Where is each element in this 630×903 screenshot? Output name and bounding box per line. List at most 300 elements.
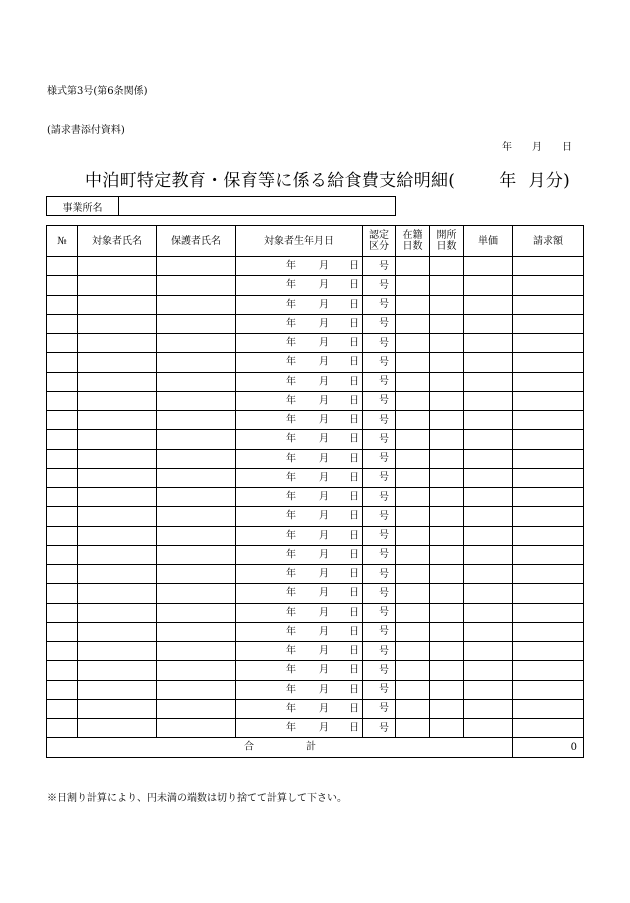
birthdate-day-label: 日 bbox=[349, 703, 359, 715]
cell-certification-class: 号 bbox=[363, 449, 396, 468]
table-row bbox=[47, 719, 584, 738]
cell-open-days[interactable] bbox=[430, 642, 464, 661]
cell-unit-price[interactable] bbox=[464, 257, 513, 276]
cell-subject-name[interactable] bbox=[78, 353, 157, 372]
cell-guardian-name[interactable] bbox=[157, 661, 236, 680]
cell-guardian-name[interactable] bbox=[157, 584, 236, 603]
cell-guardian-name[interactable] bbox=[157, 314, 236, 333]
cell-subject-name[interactable] bbox=[78, 680, 157, 699]
cell-certification-class: 号 bbox=[363, 314, 396, 333]
cell-open-days[interactable] bbox=[430, 449, 464, 468]
cell-subject-name[interactable] bbox=[78, 603, 157, 622]
cell-certification-class: 号 bbox=[363, 276, 396, 295]
cell-certification-class: 号 bbox=[363, 680, 396, 699]
cell-open-days[interactable] bbox=[430, 295, 464, 314]
cell-subject-name[interactable] bbox=[78, 488, 157, 507]
cell-subject-birthdate bbox=[236, 565, 363, 584]
birthdate-year-label: 年 bbox=[286, 414, 296, 426]
cell-open-days[interactable] bbox=[430, 565, 464, 584]
cell-enrolled-days[interactable] bbox=[396, 622, 430, 641]
birthdate-day-label: 日 bbox=[349, 491, 359, 503]
cell-unit-price[interactable] bbox=[464, 584, 513, 603]
cell-certification-class: 号 bbox=[363, 353, 396, 372]
form-number: 様式第3号(第6条関係) bbox=[47, 86, 148, 97]
cell-certification-class: 号 bbox=[363, 468, 396, 487]
cell-enrolled-days[interactable] bbox=[396, 526, 430, 545]
cell-guardian-name[interactable] bbox=[157, 430, 236, 449]
cell-subject-birthdate bbox=[236, 391, 363, 410]
birthdate-day-label: 日 bbox=[349, 549, 359, 561]
cell-claim-amount[interactable] bbox=[513, 622, 584, 641]
cell-open-days[interactable] bbox=[430, 584, 464, 603]
birthdate-year-label: 年 bbox=[286, 587, 296, 599]
cell-claim-amount[interactable] bbox=[513, 334, 584, 353]
cell-open-days[interactable] bbox=[430, 257, 464, 276]
title-year-unit: 年 bbox=[499, 171, 517, 191]
cell-unit-price[interactable] bbox=[464, 565, 513, 584]
column-header-certification-class: 認定 区分 bbox=[363, 226, 396, 257]
cell-guardian-name[interactable] bbox=[157, 507, 236, 526]
cell-enrolled-days[interactable] bbox=[396, 680, 430, 699]
cell-enrolled-days[interactable] bbox=[396, 545, 430, 564]
cell-unit-price[interactable] bbox=[464, 295, 513, 314]
cell-enrolled-days[interactable] bbox=[396, 372, 430, 391]
cell-claim-amount[interactable] bbox=[513, 719, 584, 738]
total-label-cell bbox=[47, 738, 513, 757]
column-header-subject-name: 対象者氏名 bbox=[78, 226, 157, 257]
cell-guardian-name[interactable] bbox=[157, 680, 236, 699]
cell-unit-price[interactable] bbox=[464, 468, 513, 487]
cell-no[interactable] bbox=[47, 603, 78, 622]
cell-no[interactable] bbox=[47, 334, 78, 353]
cell-claim-amount[interactable] bbox=[513, 257, 584, 276]
cell-certification-class: 号 bbox=[363, 661, 396, 680]
cell-enrolled-days[interactable] bbox=[396, 430, 430, 449]
cell-claim-amount[interactable] bbox=[513, 661, 584, 680]
cell-open-days[interactable] bbox=[430, 391, 464, 410]
cell-unit-price[interactable] bbox=[464, 719, 513, 738]
table-row bbox=[47, 642, 584, 661]
cell-subject-birthdate bbox=[236, 449, 363, 468]
cell-unit-price[interactable] bbox=[464, 526, 513, 545]
cell-enrolled-days[interactable] bbox=[396, 334, 430, 353]
birthdate-year-label: 年 bbox=[286, 645, 296, 657]
birthdate-year-label: 年 bbox=[286, 472, 296, 484]
cell-guardian-name[interactable] bbox=[157, 276, 236, 295]
birthdate-year-label: 年 bbox=[286, 549, 296, 561]
cell-claim-amount[interactable] bbox=[513, 295, 584, 314]
birthdate-month-label: 月 bbox=[319, 568, 329, 580]
birthdate-day-label: 日 bbox=[349, 337, 359, 349]
cell-unit-price[interactable] bbox=[464, 334, 513, 353]
birthdate-year-label: 年 bbox=[286, 626, 296, 638]
column-header-guardian-name: 保護者氏名 bbox=[157, 226, 236, 257]
birthdate-day-label: 日 bbox=[349, 568, 359, 580]
cell-claim-amount[interactable] bbox=[513, 276, 584, 295]
cell-open-days[interactable] bbox=[430, 680, 464, 699]
cell-no[interactable] bbox=[47, 661, 78, 680]
cell-unit-price[interactable] bbox=[464, 430, 513, 449]
cell-subject-birthdate bbox=[236, 699, 363, 718]
birthdate-day-label: 日 bbox=[349, 645, 359, 657]
cell-enrolled-days[interactable] bbox=[396, 719, 430, 738]
cell-enrolled-days[interactable] bbox=[396, 699, 430, 718]
cell-claim-amount[interactable] bbox=[513, 314, 584, 333]
date-month-label: 月 bbox=[532, 142, 542, 153]
cell-no[interactable] bbox=[47, 565, 78, 584]
birthdate-month-label: 月 bbox=[319, 337, 329, 349]
cell-no[interactable] bbox=[47, 276, 78, 295]
birthdate-day-label: 日 bbox=[349, 587, 359, 599]
cell-guardian-name[interactable] bbox=[157, 565, 236, 584]
cell-subject-name[interactable] bbox=[78, 314, 157, 333]
cell-enrolled-days[interactable] bbox=[396, 276, 430, 295]
cell-no[interactable] bbox=[47, 545, 78, 564]
cell-subject-name[interactable] bbox=[78, 372, 157, 391]
cell-guardian-name[interactable] bbox=[157, 449, 236, 468]
cell-subject-birthdate bbox=[236, 584, 363, 603]
table-row bbox=[47, 565, 584, 584]
cell-subject-name[interactable] bbox=[78, 391, 157, 410]
cell-no[interactable] bbox=[47, 699, 78, 718]
cell-claim-amount[interactable] bbox=[513, 391, 584, 410]
cell-subject-name[interactable] bbox=[78, 584, 157, 603]
table-row bbox=[47, 661, 584, 680]
cell-certification-class: 号 bbox=[363, 565, 396, 584]
cell-claim-amount[interactable] bbox=[513, 680, 584, 699]
birthdate-day-label: 日 bbox=[349, 260, 359, 272]
birthdate-year-label: 年 bbox=[286, 722, 296, 734]
birthdate-day-label: 日 bbox=[349, 356, 359, 368]
cell-claim-amount[interactable] bbox=[513, 507, 584, 526]
cell-certification-class: 号 bbox=[363, 488, 396, 507]
birthdate-month-label: 月 bbox=[319, 491, 329, 503]
cell-guardian-name[interactable] bbox=[157, 488, 236, 507]
cell-no[interactable] bbox=[47, 391, 78, 410]
birthdate-month-label: 月 bbox=[319, 299, 329, 311]
cell-no[interactable] bbox=[47, 295, 78, 314]
birthdate-month-label: 月 bbox=[319, 414, 329, 426]
cell-certification-class: 号 bbox=[363, 391, 396, 410]
cell-subject-birthdate bbox=[236, 314, 363, 333]
cell-subject-name[interactable] bbox=[78, 295, 157, 314]
cell-no[interactable] bbox=[47, 584, 78, 603]
cell-subject-birthdate bbox=[236, 719, 363, 738]
cell-subject-birthdate bbox=[236, 642, 363, 661]
cell-claim-amount[interactable] bbox=[513, 449, 584, 468]
cell-guardian-name[interactable] bbox=[157, 468, 236, 487]
cell-guardian-name[interactable] bbox=[157, 719, 236, 738]
cell-open-days[interactable] bbox=[430, 488, 464, 507]
cell-unit-price[interactable] bbox=[464, 372, 513, 391]
birthdate-year-label: 年 bbox=[286, 684, 296, 696]
cell-no[interactable] bbox=[47, 642, 78, 661]
office-name-field[interactable] bbox=[119, 197, 395, 215]
cell-open-days[interactable] bbox=[430, 276, 464, 295]
birthdate-day-label: 日 bbox=[349, 453, 359, 465]
cell-guardian-name[interactable] bbox=[157, 372, 236, 391]
cell-enrolled-days[interactable] bbox=[396, 257, 430, 276]
birthdate-day-label: 日 bbox=[349, 664, 359, 676]
cell-guardian-name[interactable] bbox=[157, 391, 236, 410]
total-label-label-1: 合 bbox=[244, 741, 254, 753]
cell-enrolled-days[interactable] bbox=[396, 565, 430, 584]
cell-open-days[interactable] bbox=[430, 507, 464, 526]
cell-guardian-name[interactable] bbox=[157, 334, 236, 353]
birthdate-day-label: 日 bbox=[349, 530, 359, 542]
birthdate-month-label: 月 bbox=[319, 722, 329, 734]
cell-subject-name[interactable] bbox=[78, 642, 157, 661]
cell-open-days[interactable] bbox=[430, 622, 464, 641]
cell-no[interactable] bbox=[47, 372, 78, 391]
cell-open-days[interactable] bbox=[430, 334, 464, 353]
cell-subject-name[interactable] bbox=[78, 545, 157, 564]
cell-unit-price[interactable] bbox=[464, 680, 513, 699]
cell-subject-birthdate bbox=[236, 526, 363, 545]
cell-no[interactable] bbox=[47, 353, 78, 372]
cell-certification-class: 号 bbox=[363, 430, 396, 449]
cell-guardian-name[interactable] bbox=[157, 603, 236, 622]
table-row bbox=[47, 545, 584, 564]
cell-no[interactable] bbox=[47, 449, 78, 468]
cell-enrolled-days[interactable] bbox=[396, 411, 430, 430]
cell-no[interactable] bbox=[47, 507, 78, 526]
cell-enrolled-days[interactable] bbox=[396, 314, 430, 333]
table-header-row bbox=[47, 226, 584, 257]
column-header-enrolled-days: 在籍 日数 bbox=[396, 226, 430, 257]
birthdate-month-label: 月 bbox=[319, 376, 329, 388]
cell-open-days[interactable] bbox=[430, 699, 464, 718]
cell-claim-amount[interactable] bbox=[513, 411, 584, 430]
cell-subject-name[interactable] bbox=[78, 411, 157, 430]
cell-guardian-name[interactable] bbox=[157, 257, 236, 276]
cell-unit-price[interactable] bbox=[464, 661, 513, 680]
cell-guardian-name[interactable] bbox=[157, 545, 236, 564]
cell-claim-amount[interactable] bbox=[513, 642, 584, 661]
document-title bbox=[85, 166, 570, 191]
cell-certification-class: 号 bbox=[363, 545, 396, 564]
birthdate-day-label: 日 bbox=[349, 472, 359, 484]
cell-unit-price[interactable] bbox=[464, 603, 513, 622]
cell-claim-amount[interactable] bbox=[513, 526, 584, 545]
cell-claim-amount[interactable] bbox=[513, 584, 584, 603]
cell-subject-name[interactable] bbox=[78, 334, 157, 353]
cell-unit-price[interactable] bbox=[464, 507, 513, 526]
cell-enrolled-days[interactable] bbox=[396, 353, 430, 372]
birthdate-year-label: 年 bbox=[286, 510, 296, 522]
birthdate-year-label: 年 bbox=[286, 260, 296, 272]
cell-unit-price[interactable] bbox=[464, 488, 513, 507]
cell-no[interactable] bbox=[47, 680, 78, 699]
cell-subject-name[interactable] bbox=[78, 622, 157, 641]
cell-certification-class: 号 bbox=[363, 526, 396, 545]
total-row bbox=[47, 738, 584, 757]
cell-subject-name[interactable] bbox=[78, 719, 157, 738]
cell-open-days[interactable] bbox=[430, 603, 464, 622]
birthdate-year-label: 年 bbox=[286, 607, 296, 619]
cell-no[interactable] bbox=[47, 719, 78, 738]
cell-unit-price[interactable] bbox=[464, 699, 513, 718]
cell-open-days[interactable] bbox=[430, 719, 464, 738]
cell-certification-class: 号 bbox=[363, 699, 396, 718]
cell-enrolled-days[interactable] bbox=[396, 449, 430, 468]
cell-claim-amount[interactable] bbox=[513, 603, 584, 622]
cell-subject-birthdate bbox=[236, 622, 363, 641]
cell-subject-name[interactable] bbox=[78, 257, 157, 276]
birthdate-month-label: 月 bbox=[319, 703, 329, 715]
birthdate-year-label: 年 bbox=[286, 453, 296, 465]
table-row bbox=[47, 276, 584, 295]
birthdate-month-label: 月 bbox=[319, 472, 329, 484]
birthdate-year-label: 年 bbox=[286, 299, 296, 311]
cell-enrolled-days[interactable] bbox=[396, 603, 430, 622]
cell-unit-price[interactable] bbox=[464, 391, 513, 410]
cell-claim-amount[interactable] bbox=[513, 430, 584, 449]
cell-unit-price[interactable] bbox=[464, 642, 513, 661]
title-main: 中泊町特定教育・保育等に係る給食費支給明細( bbox=[85, 171, 456, 191]
table-row bbox=[47, 314, 584, 333]
birthdate-month-label: 月 bbox=[319, 530, 329, 542]
cell-certification-class: 号 bbox=[363, 719, 396, 738]
cell-unit-price[interactable] bbox=[464, 353, 513, 372]
attachment-note: (請求書添付資料) bbox=[47, 125, 125, 136]
cell-subject-name[interactable] bbox=[78, 430, 157, 449]
cell-subject-birthdate bbox=[236, 372, 363, 391]
cell-enrolled-days[interactable] bbox=[396, 391, 430, 410]
cell-subject-name[interactable] bbox=[78, 449, 157, 468]
cell-no[interactable] bbox=[47, 257, 78, 276]
cell-subject-name[interactable] bbox=[78, 526, 157, 545]
cell-no[interactable] bbox=[47, 526, 78, 545]
table-row bbox=[47, 680, 584, 699]
cell-enrolled-days[interactable] bbox=[396, 488, 430, 507]
cell-claim-amount[interactable] bbox=[513, 699, 584, 718]
cell-claim-amount[interactable] bbox=[513, 468, 584, 487]
cell-claim-amount[interactable] bbox=[513, 545, 584, 564]
table-row bbox=[47, 526, 584, 545]
birthdate-month-label: 月 bbox=[319, 260, 329, 272]
birthdate-day-label: 日 bbox=[349, 722, 359, 734]
cell-claim-amount[interactable] bbox=[513, 353, 584, 372]
cell-subject-birthdate bbox=[236, 353, 363, 372]
cell-certification-class: 号 bbox=[363, 295, 396, 314]
cell-no[interactable] bbox=[47, 314, 78, 333]
cell-certification-class: 号 bbox=[363, 507, 396, 526]
birthdate-month-label: 月 bbox=[319, 510, 329, 522]
cell-guardian-name[interactable] bbox=[157, 642, 236, 661]
cell-open-days[interactable] bbox=[430, 545, 464, 564]
cell-guardian-name[interactable] bbox=[157, 526, 236, 545]
birthdate-year-label: 年 bbox=[286, 395, 296, 407]
cell-subject-birthdate bbox=[236, 411, 363, 430]
birthdate-year-label: 年 bbox=[286, 703, 296, 715]
cell-subject-birthdate bbox=[236, 603, 363, 622]
table-row bbox=[47, 488, 584, 507]
cell-enrolled-days[interactable] bbox=[396, 507, 430, 526]
cell-open-days[interactable] bbox=[430, 468, 464, 487]
cell-subject-birthdate bbox=[236, 468, 363, 487]
table-row bbox=[47, 391, 584, 410]
cell-enrolled-days[interactable] bbox=[396, 661, 430, 680]
table-row bbox=[47, 430, 584, 449]
date-day-label: 日 bbox=[562, 142, 572, 153]
cell-subject-name[interactable] bbox=[78, 276, 157, 295]
cell-subject-birthdate bbox=[236, 507, 363, 526]
cell-guardian-name[interactable] bbox=[157, 622, 236, 641]
cell-certification-class: 号 bbox=[363, 584, 396, 603]
birthdate-month-label: 月 bbox=[319, 395, 329, 407]
cell-unit-price[interactable] bbox=[464, 622, 513, 641]
cell-subject-birthdate bbox=[236, 257, 363, 276]
cell-open-days[interactable] bbox=[430, 661, 464, 680]
cell-unit-price[interactable] bbox=[464, 314, 513, 333]
cell-claim-amount[interactable] bbox=[513, 488, 584, 507]
cell-open-days[interactable] bbox=[430, 372, 464, 391]
cell-subject-name[interactable] bbox=[78, 699, 157, 718]
cell-open-days[interactable] bbox=[430, 411, 464, 430]
cell-no[interactable] bbox=[47, 430, 78, 449]
cell-open-days[interactable] bbox=[430, 526, 464, 545]
cell-enrolled-days[interactable] bbox=[396, 468, 430, 487]
cell-subject-name[interactable] bbox=[78, 565, 157, 584]
cell-guardian-name[interactable] bbox=[157, 411, 236, 430]
cell-no[interactable] bbox=[47, 468, 78, 487]
cell-open-days[interactable] bbox=[430, 430, 464, 449]
table-row bbox=[47, 257, 584, 276]
cell-unit-price[interactable] bbox=[464, 449, 513, 468]
cell-enrolled-days[interactable] bbox=[396, 584, 430, 603]
table-row bbox=[47, 584, 584, 603]
cell-certification-class: 号 bbox=[363, 257, 396, 276]
table-row bbox=[47, 468, 584, 487]
benefit-detail-table bbox=[46, 225, 584, 758]
office-name-box bbox=[46, 196, 396, 216]
birthdate-month-label: 月 bbox=[319, 356, 329, 368]
cell-claim-amount[interactable] bbox=[513, 372, 584, 391]
cell-no[interactable] bbox=[47, 488, 78, 507]
cell-no[interactable] bbox=[47, 411, 78, 430]
cell-guardian-name[interactable] bbox=[157, 699, 236, 718]
cell-subject-name[interactable] bbox=[78, 468, 157, 487]
column-header-open-days: 開所 日数 bbox=[430, 226, 464, 257]
birthdate-year-label: 年 bbox=[286, 318, 296, 330]
cell-enrolled-days[interactable] bbox=[396, 295, 430, 314]
cell-unit-price[interactable] bbox=[464, 545, 513, 564]
cell-subject-name[interactable] bbox=[78, 661, 157, 680]
cell-unit-price[interactable] bbox=[464, 276, 513, 295]
cell-guardian-name[interactable] bbox=[157, 353, 236, 372]
table-row bbox=[47, 353, 584, 372]
cell-enrolled-days[interactable] bbox=[396, 642, 430, 661]
birthdate-month-label: 月 bbox=[319, 645, 329, 657]
cell-claim-amount[interactable] bbox=[513, 565, 584, 584]
column-header-subject-birthdate: 対象者生年月日 bbox=[236, 226, 363, 257]
office-name-label: 事業所名 bbox=[47, 197, 119, 215]
table-row bbox=[47, 622, 584, 641]
cell-subject-birthdate bbox=[236, 661, 363, 680]
column-header-unit-price: 単価 bbox=[464, 226, 513, 257]
cell-open-days[interactable] bbox=[430, 314, 464, 333]
cell-subject-name[interactable] bbox=[78, 507, 157, 526]
cell-unit-price[interactable] bbox=[464, 411, 513, 430]
birthdate-day-label: 日 bbox=[349, 626, 359, 638]
cell-no[interactable] bbox=[47, 622, 78, 641]
table-row bbox=[47, 372, 584, 391]
cell-guardian-name[interactable] bbox=[157, 295, 236, 314]
total-amount: 0 bbox=[513, 738, 584, 757]
birthdate-year-label: 年 bbox=[286, 530, 296, 542]
cell-open-days[interactable] bbox=[430, 353, 464, 372]
